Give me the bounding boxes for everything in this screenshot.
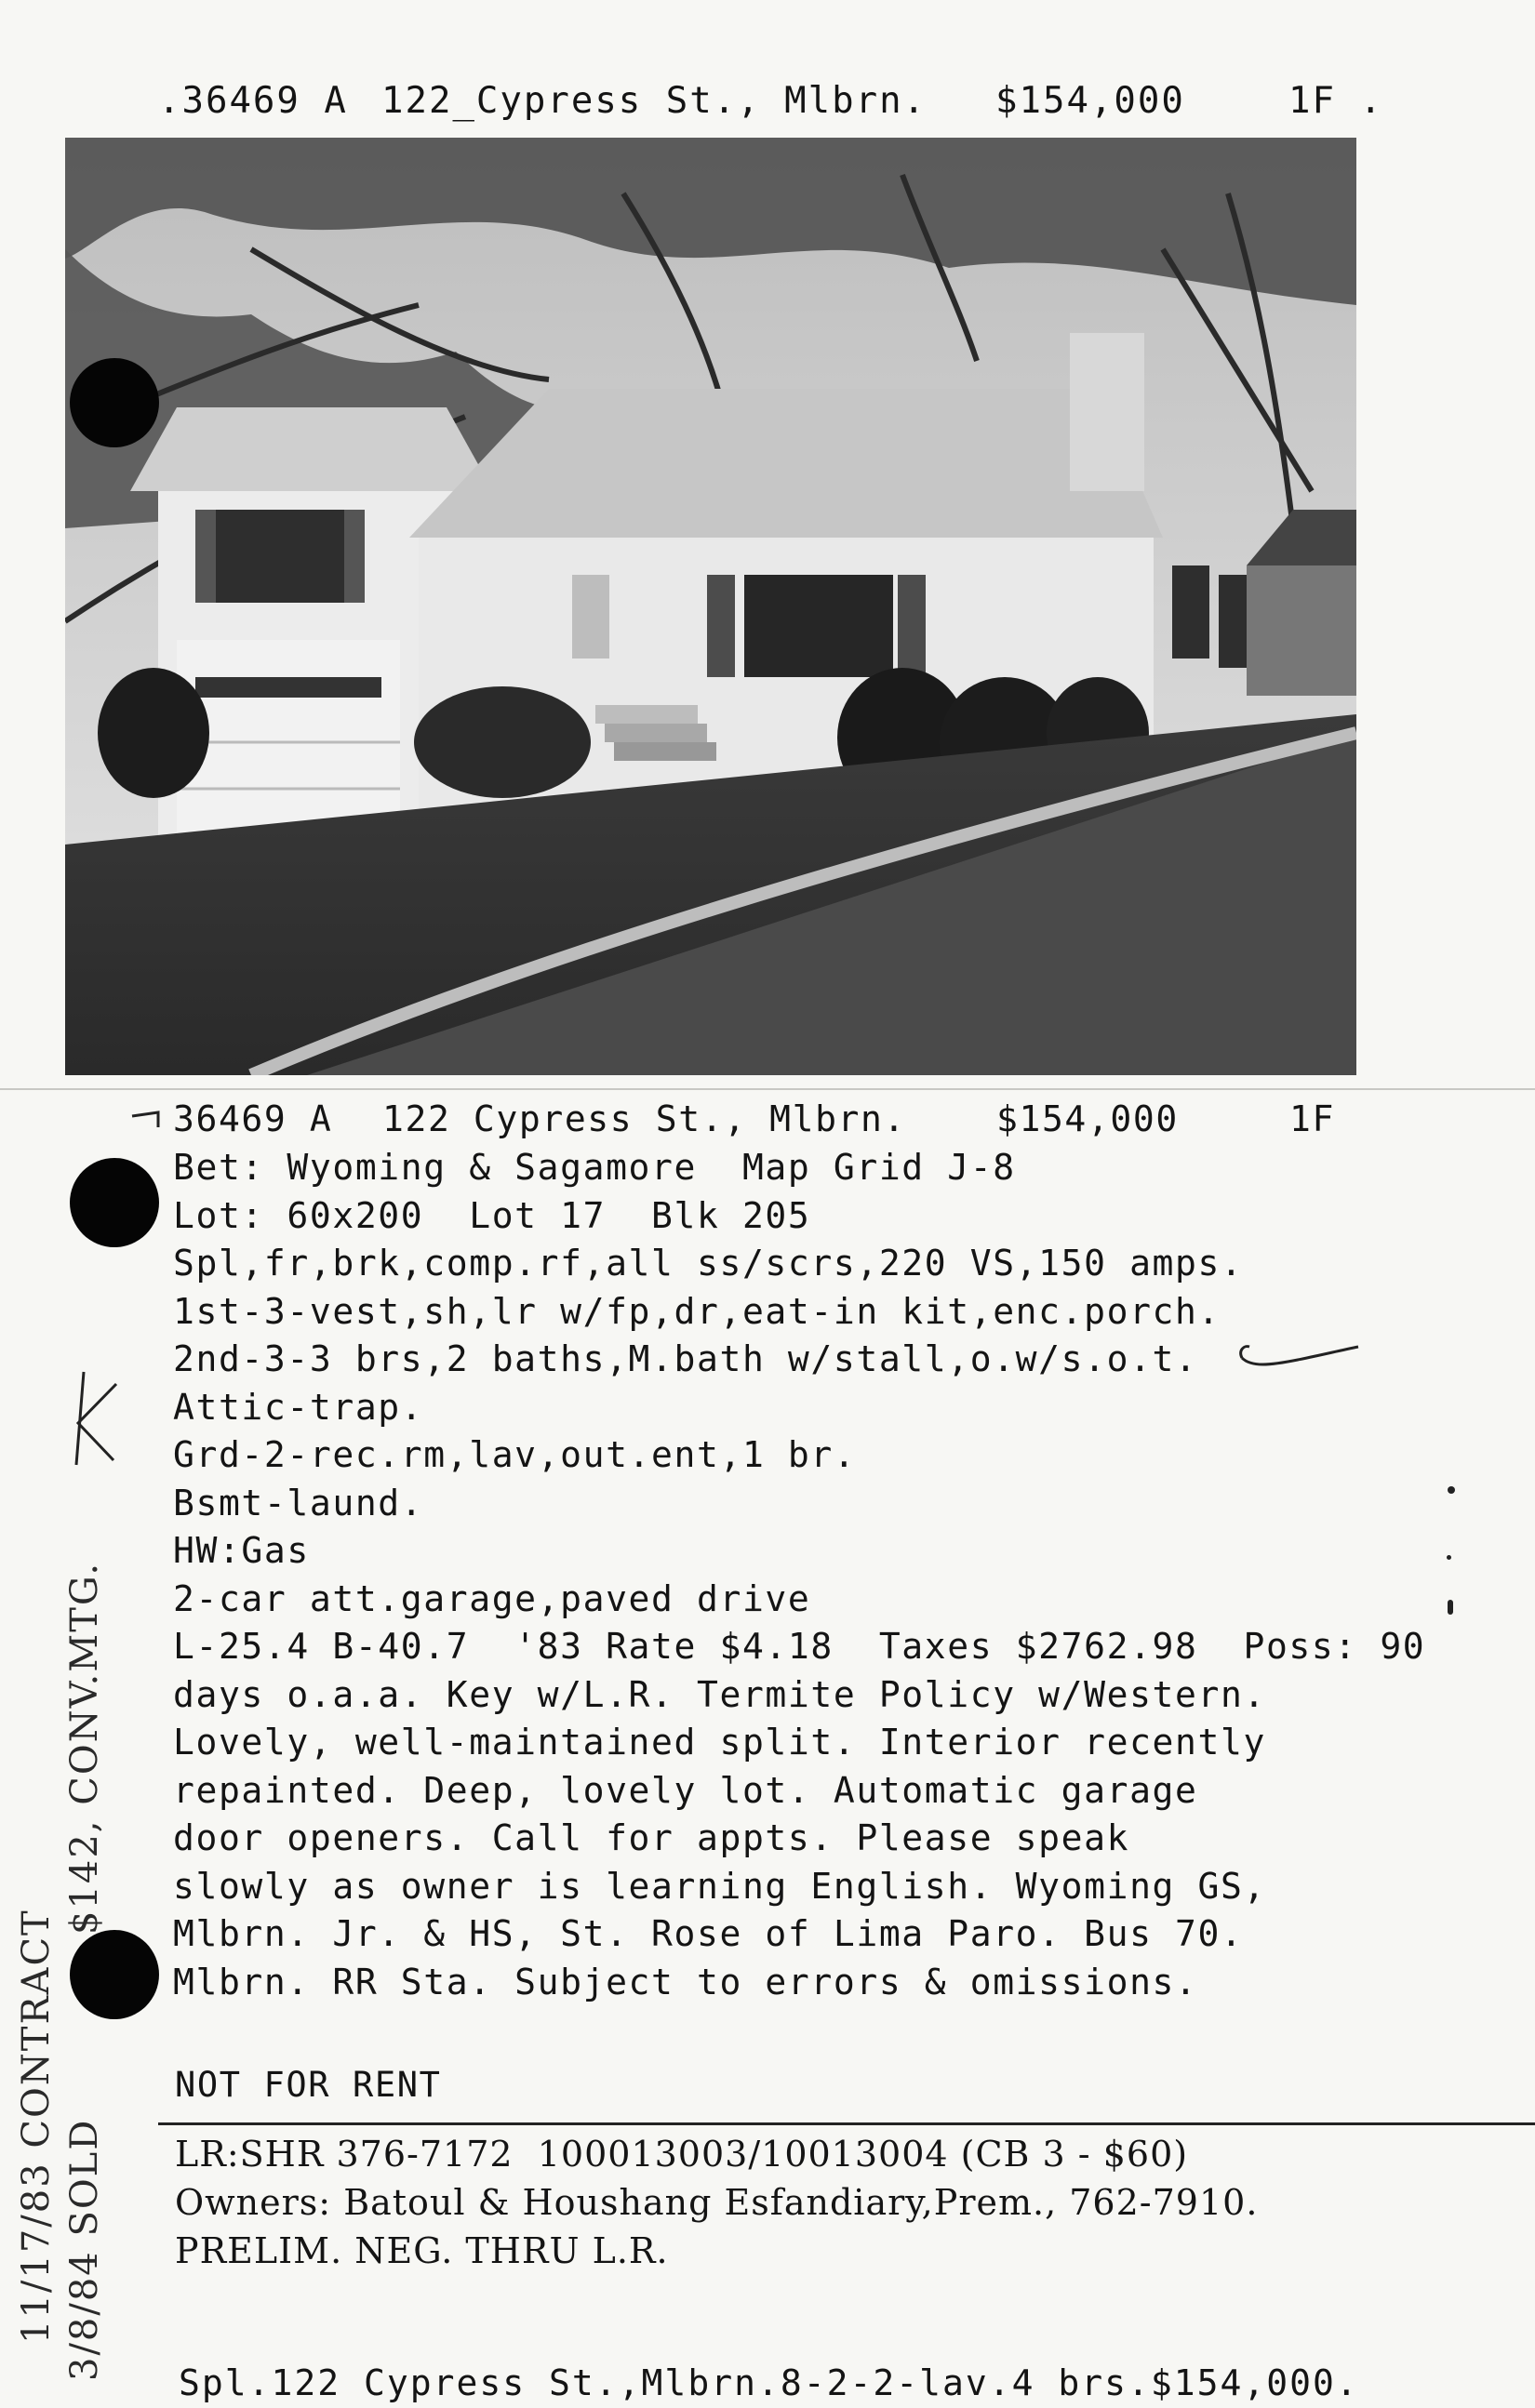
house-photo (65, 138, 1356, 1075)
listing-line: slowly as owner is learning English. Wyoming GS, (173, 1865, 1266, 1907)
listing-line: days o.a.a. Key w/L.R. Termite Policy w/Western. (173, 1673, 1266, 1715)
listing-header-price: $154,000 (996, 1098, 1179, 1139)
listing-line: Bsmt-laund. (173, 1482, 424, 1523)
front-shutter-left (707, 575, 735, 677)
listing-line: repainted. Deep, lovely lot. Automatic garage (173, 1769, 1198, 1811)
listing-line: HW:Gas (173, 1530, 310, 1571)
listing-header-id: 36469 A (173, 1098, 333, 1139)
handwritten-k-mark (56, 1367, 121, 1470)
listing-header-code: 1F (1289, 1098, 1335, 1139)
listing-line: 2nd-3-3 brs,2 baths,M.bath w/stall,o.w/s.o.t. (173, 1338, 1198, 1379)
agent-block (175, 2130, 1477, 2275)
listing-details (173, 1096, 1426, 2006)
pen-mark (130, 1107, 167, 1135)
punch-hole (70, 1930, 159, 2019)
left-wing-roof (130, 407, 493, 491)
speck (1448, 1600, 1453, 1615)
listing-line: Grd-2-rec.rm,lav,out.ent,1 br. (173, 1434, 857, 1475)
front-shutter-right (898, 575, 926, 677)
listing-price: $154,000 (995, 80, 1185, 122)
summary-footer: Spl.122 Cypress St.,Mlbrn.8-2-2-lav.4 brs.$154,000. (179, 2362, 1359, 2403)
punch-hole (70, 1158, 159, 1247)
top-header (158, 80, 1383, 126)
listing-id: .36469 A (158, 80, 348, 122)
front-window (744, 575, 893, 677)
house-photo-drawing (65, 138, 1356, 1075)
listing-line: Mlbrn. Jr. & HS, St. Rose of Lima Paro. Bus 70. (173, 1913, 1244, 1954)
listing-code: 1F . (1288, 80, 1383, 122)
speck (1447, 1555, 1451, 1560)
mortgage-note: $142, CONV.MTG. (63, 1561, 106, 1935)
listing-line: Bet: Wyoming & Sagamore Map Grid J-8 (173, 1147, 1016, 1188)
listing-line: door openers. Call for appts. Please speak (173, 1817, 1130, 1858)
listing-realtor-line: LR:SHR 376-7172 100013003/10013004 (CB 3 - $60) (175, 2134, 1189, 2175)
shrub (414, 686, 591, 798)
listing-line: Attic-trap. (173, 1386, 424, 1428)
front-door (572, 575, 609, 659)
garage-door (177, 640, 400, 835)
owners-line: Owners: Batoul & Houshang Esfandiary,Prem., 762-7910. (175, 2182, 1259, 2223)
listing-header (173, 1096, 1420, 1144)
listing-line: Lot: 60x200 Lot 17 Blk 205 (173, 1194, 811, 1236)
sold-note: 3/8/84 SOLD (63, 2118, 106, 2381)
listing-line: L-25.4 B-40.7 '83 Rate $4.18 Taxes $2762.98 Poss: 90 (173, 1626, 1426, 1667)
chimney (1070, 333, 1144, 491)
upper-shutter-left (195, 510, 216, 603)
listing-line: Mlbrn. RR Sta. Subject to errors & omissions. (173, 1961, 1198, 2002)
speck (1448, 1486, 1455, 1494)
side-window (1172, 565, 1209, 659)
listing-address: 122_Cypress St., Mlbrn. (381, 80, 928, 122)
handwritten-swoosh-mark (1233, 1339, 1363, 1377)
upper-shutter-right (344, 510, 365, 603)
garage-windows (195, 677, 381, 698)
prelim-line: PRELIM. NEG. THRU L.R. (175, 2230, 669, 2271)
listing-header-address: 122 Cypress St., Mlbrn. (382, 1098, 906, 1139)
shrub (98, 668, 209, 798)
divider (158, 2122, 1535, 2125)
not-for-rent-label: NOT FOR RENT (175, 2065, 442, 2105)
contract-note: 11/17/83 CONTRACT (15, 1909, 58, 2344)
listing-line: Spl,fr,brk,comp.rf,all ss/scrs,220 VS,150 amps. (173, 1243, 1244, 1284)
listing-line: 1st-3-vest,sh,lr w/fp,dr,eat-in kit,enc.porch. (173, 1290, 1221, 1332)
punch-hole (70, 358, 159, 447)
listing-line: 2-car att.garage,paved drive (173, 1577, 811, 1619)
upper-window (205, 510, 354, 603)
listing-line: Lovely, well-maintained split. Interior recently (173, 1722, 1266, 1763)
fold-line (0, 1088, 1535, 1090)
